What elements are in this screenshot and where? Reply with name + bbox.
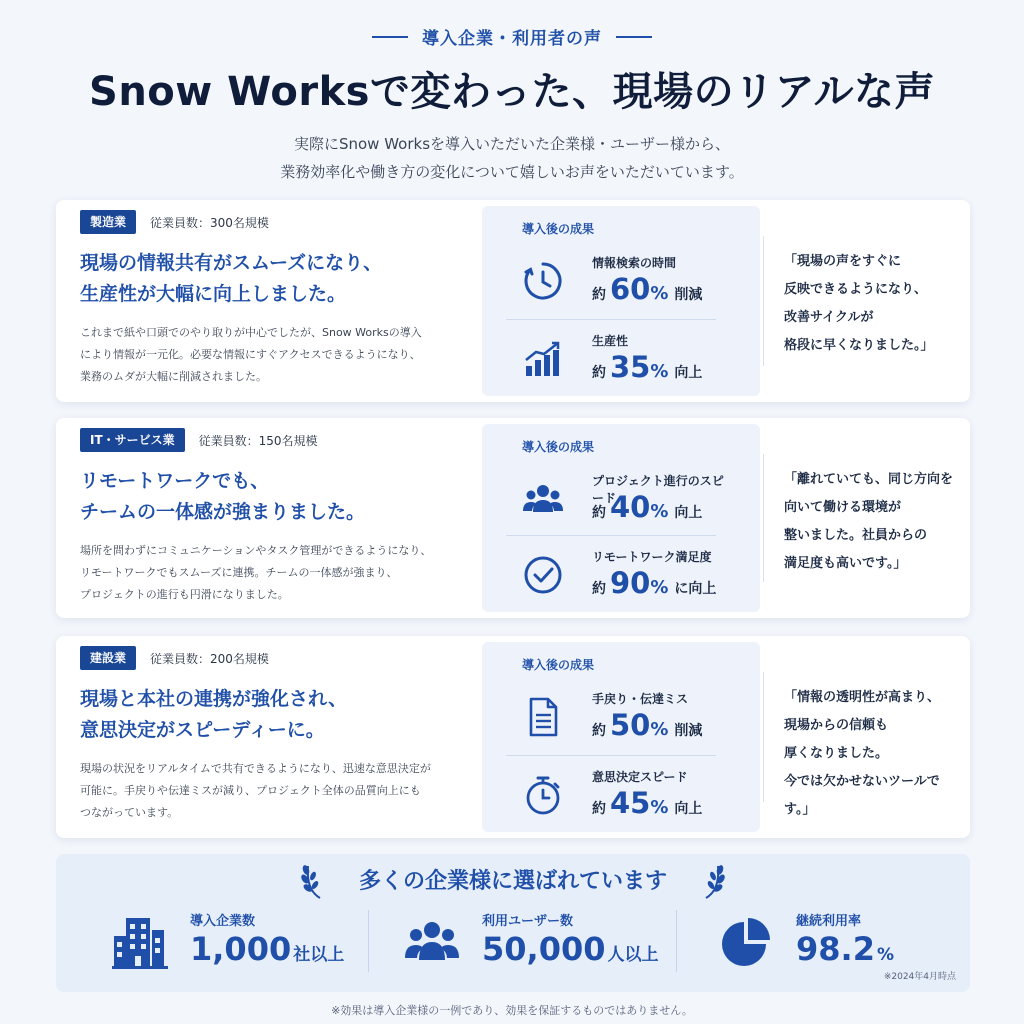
employee-count: 従業員数：200名規模 xyxy=(150,651,269,666)
results-title: 導入後の成果 xyxy=(522,222,595,236)
quote-line: 整いました。社員からの xyxy=(784,528,928,543)
quote-line: 向いて働ける環境が xyxy=(784,500,902,515)
metric-productivity xyxy=(522,324,728,394)
metric-unit: % xyxy=(650,283,669,304)
card-separator xyxy=(763,236,764,366)
metric-unit: % xyxy=(650,719,669,740)
metric-label: 生産性 xyxy=(592,334,629,348)
quote-line: 「情報の透明性が高まり、 xyxy=(784,690,941,705)
card-summary xyxy=(80,646,480,824)
stat-unit: 社以上 xyxy=(293,945,345,965)
laurel-right-icon xyxy=(700,860,726,900)
headline-line-1: リモートワークでも、 xyxy=(80,470,270,492)
stat-label: 利用ユーザー数 xyxy=(482,914,574,929)
stat-companies xyxy=(112,906,362,980)
card-headline xyxy=(80,248,480,310)
metric-prefix: 約 xyxy=(592,581,606,597)
quote-line: 「現場の声をすぐに xyxy=(784,254,902,269)
employee-count: 従業員数：150名規模 xyxy=(198,433,318,448)
testimonial-card-it-services xyxy=(56,418,970,618)
stats-title: 多くの企業様に選ばれています xyxy=(358,869,667,894)
metric-unit: % xyxy=(650,501,669,522)
card-summary xyxy=(80,428,480,606)
disclaimer-footnote: ※効果は導入企業様の一例であり、効果を保証するものではありません。 xyxy=(331,1004,693,1017)
metric-value xyxy=(592,786,702,820)
metric-suffix: に向上 xyxy=(674,581,717,597)
as-of-note: ※2024年4月時点 xyxy=(883,972,956,982)
metric-unit: % xyxy=(650,361,669,382)
check-circle-icon xyxy=(522,554,564,596)
growth-chart-icon xyxy=(522,338,564,380)
metric-value xyxy=(592,350,702,384)
metric-decision-speed xyxy=(522,760,728,830)
metric-prefix: 約 xyxy=(592,365,606,381)
stat-value xyxy=(796,930,894,968)
employee-count: 従業員数：300名規模 xyxy=(150,215,269,230)
metric-project-speed xyxy=(522,464,728,534)
headline-line-2: チームの一体感が強まりました。 xyxy=(80,501,366,523)
card-description xyxy=(80,758,480,824)
industry-tag: 製造業 xyxy=(80,210,136,234)
desc-line-1: 現場の状況をリアルタイムで共有できるようになり、迅速な意思決定が xyxy=(80,762,431,775)
metric-value xyxy=(592,272,702,306)
stat-users xyxy=(404,906,674,980)
card-separator xyxy=(763,672,764,802)
desc-line-1: 場所を問わずにコミュニケーションやタスク管理ができるようになり、 xyxy=(80,544,432,557)
desc-line-2: リモートワークでもスムーズに連携。チームの一体感が強まり、 xyxy=(80,566,398,579)
quote-line: 改善サイクルが xyxy=(784,310,874,325)
desc-line-3: つながっています。 xyxy=(80,806,179,819)
metric-label: 手戻り・伝達ミス xyxy=(592,692,689,706)
section-eyebrow xyxy=(0,24,1024,49)
stat-unit: 人以上 xyxy=(607,945,659,965)
stat-number: 50,000 xyxy=(482,930,606,968)
stopwatch-icon xyxy=(522,774,564,816)
lead-line-2: 業務効率化や働き方の変化について嬉しいお声をいただいています。 xyxy=(280,163,744,181)
industry-tag: IT・サービス業 xyxy=(80,428,185,452)
quote-line: 厚くなりました。 xyxy=(784,746,889,761)
metric-divider xyxy=(506,535,716,536)
metric-number: 50 xyxy=(610,708,651,742)
customer-quote xyxy=(784,466,964,578)
eyebrow-text: 導入企業・利用者の声 xyxy=(422,29,602,49)
quote-line: 現場からの信頼も xyxy=(784,718,889,733)
lead-line-1: 実際にSnow Worksを導入いただいた企業様・ユーザー様から、 xyxy=(293,135,731,153)
metric-suffix: 向上 xyxy=(674,365,703,381)
metric-number: 35 xyxy=(610,350,651,384)
card-summary xyxy=(80,210,480,388)
lead-text xyxy=(0,130,1024,186)
stat-number: 98.2 xyxy=(796,930,875,968)
stat-separator xyxy=(368,910,369,972)
results-title: 導入後の成果 xyxy=(522,658,595,672)
eyebrow-line-right xyxy=(616,36,652,38)
metric-value xyxy=(592,566,716,600)
desc-line-2: により情報が一元化。必要な情報にすぐアクセスできるようになり、 xyxy=(80,348,421,361)
headline-line-1: 現場と本社の連携が強化され、 xyxy=(80,688,348,710)
metric-number: 45 xyxy=(610,786,651,820)
metric-remote-satisfaction xyxy=(522,540,728,610)
metric-label: リモートワーク満足度 xyxy=(592,550,712,564)
quote-line: 反映できるようになり、 xyxy=(784,282,928,297)
page-title: Snow Worksで変わった、現場のリアルな声 xyxy=(89,69,935,115)
quote-line: 格段に早くなりました。」 xyxy=(784,338,934,353)
metric-value xyxy=(592,708,702,742)
card-separator xyxy=(763,454,764,582)
metric-suffix: 削減 xyxy=(674,287,703,303)
metric-number: 40 xyxy=(610,490,651,524)
results-panel xyxy=(482,642,760,832)
stat-label: 導入企業数 xyxy=(190,914,256,929)
desc-line-3: 業務のムダが大幅に削減されました。 xyxy=(80,370,267,383)
card-description xyxy=(80,540,480,606)
stat-separator xyxy=(676,910,677,972)
document-icon xyxy=(522,696,564,738)
desc-line-2: 可能に。手戻りや伝達ミスが減り、プロジェクト全体の品質向上にも xyxy=(80,784,421,797)
metric-suffix: 削減 xyxy=(674,723,703,739)
users-icon xyxy=(404,914,460,970)
metric-prefix: 約 xyxy=(592,287,606,303)
metric-divider xyxy=(506,755,716,756)
metric-rework-errors xyxy=(522,682,728,752)
metric-label: 情報検索の時間 xyxy=(592,256,677,270)
stat-value xyxy=(482,930,658,968)
quote-line: 「離れていても、同じ方向を xyxy=(784,472,954,487)
results-panel xyxy=(482,424,760,612)
metric-prefix: 約 xyxy=(592,801,606,817)
desc-line-1: これまで紙や口頭でのやり取りが中心でしたが、Snow Worksの導入 xyxy=(80,326,422,339)
metric-value xyxy=(592,490,702,524)
stat-value xyxy=(190,930,344,968)
metric-unit: % xyxy=(650,577,669,598)
metric-prefix: 約 xyxy=(592,505,606,521)
metric-suffix: 向上 xyxy=(674,801,703,817)
testimonial-card-manufacturing xyxy=(56,200,970,402)
stats-banner xyxy=(56,854,970,992)
stat-label: 継続利用率 xyxy=(796,914,862,929)
metric-prefix: 約 xyxy=(592,723,606,739)
metric-label: 意思決定スピード xyxy=(592,770,688,784)
metric-suffix: 向上 xyxy=(674,505,703,521)
metric-search-time xyxy=(522,246,728,316)
results-panel xyxy=(482,206,760,396)
pie-chart-icon xyxy=(718,914,774,970)
stat-unit: % xyxy=(876,945,894,965)
team-icon xyxy=(522,478,564,520)
card-headline xyxy=(80,684,480,746)
headline-line-2: 意思決定がスピーディーに。 xyxy=(80,719,325,741)
building-icon xyxy=(112,914,168,970)
stat-number: 1,000 xyxy=(190,930,292,968)
customer-quote xyxy=(784,248,964,360)
metric-number: 60 xyxy=(610,272,651,306)
quote-line: 満足度も高いです。」 xyxy=(784,556,907,571)
card-headline xyxy=(80,466,480,528)
testimonial-card-construction xyxy=(56,636,970,838)
metric-number: 90 xyxy=(610,566,651,600)
metric-unit: % xyxy=(650,797,669,818)
card-description xyxy=(80,322,480,388)
quote-line: 今では欠かせないツールです。」 xyxy=(784,774,940,817)
results-title: 導入後の成果 xyxy=(522,440,595,454)
eyebrow-line-left xyxy=(372,36,408,38)
metric-label: プロジェクト進行のスピード xyxy=(592,474,724,505)
metric-divider xyxy=(506,319,716,320)
customer-quote xyxy=(784,684,964,824)
headline-line-1: 現場の情報共有がスムーズになり、 xyxy=(80,252,383,274)
clock-icon xyxy=(522,260,564,302)
industry-tag: 建設業 xyxy=(80,646,136,670)
desc-line-3: プロジェクトの進行も円滑になりました。 xyxy=(80,588,289,601)
headline-line-2: 生産性が大幅に向上しました。 xyxy=(80,283,347,305)
